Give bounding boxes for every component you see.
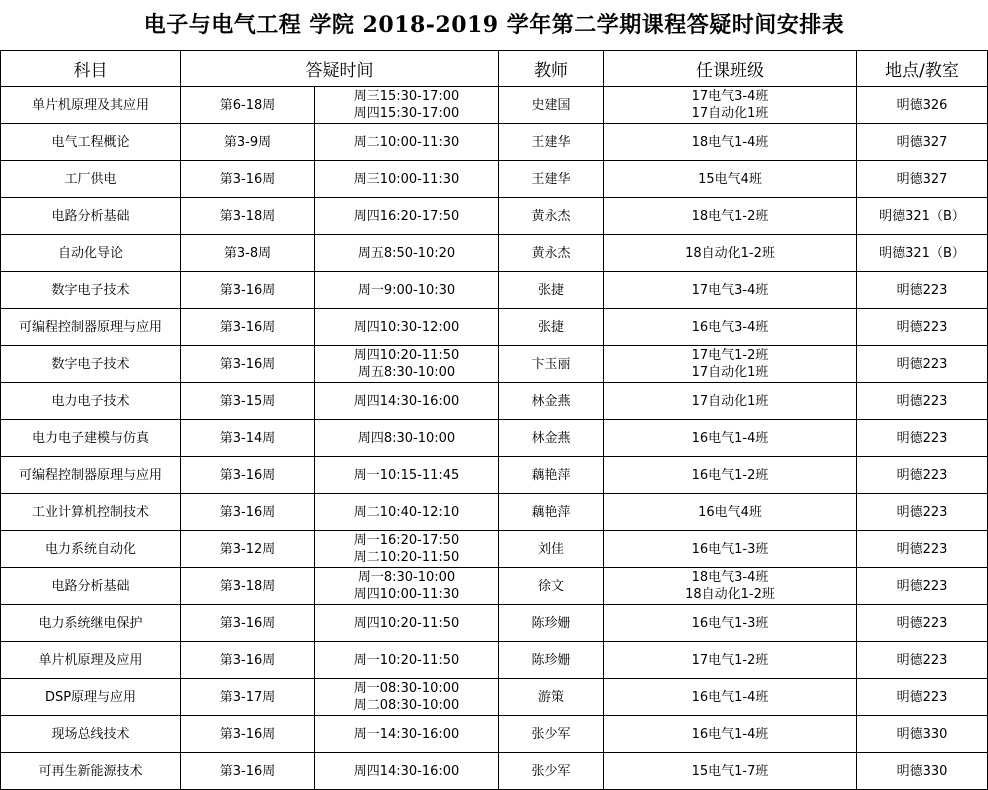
cell-weeks: 第3-8周	[181, 235, 315, 272]
cell-teacher: 徐文	[499, 568, 604, 605]
cell-weeks: 第3-17周	[181, 679, 315, 716]
cell-time	[315, 87, 499, 124]
cell-class	[604, 420, 857, 457]
cell-time	[315, 235, 499, 272]
cell-subject: 电力电子建模与仿真	[1, 420, 181, 457]
cell-weeks: 第3-18周	[181, 568, 315, 605]
header-row	[1, 51, 988, 87]
table-row	[1, 642, 988, 679]
cell-class	[604, 198, 857, 235]
cell-subject: 自动化导论	[1, 235, 181, 272]
table-row	[1, 198, 988, 235]
cell-teacher: 刘佳	[499, 531, 604, 568]
table-row	[1, 346, 988, 383]
cell-time-line: 周四10:20-11:50	[353, 615, 460, 631]
cell-class-line: 16电气3-4班	[691, 319, 769, 335]
cell-teacher: 张捷	[499, 309, 604, 346]
cell-time	[315, 420, 499, 457]
cell-time-line: 周四16:20-17:50	[353, 208, 460, 224]
cell-time-line: 周二08:30-10:00	[353, 698, 460, 713]
cell-room: 明德223	[857, 568, 988, 605]
cell-class-line: 18电气1-4班	[691, 134, 769, 150]
table-row	[1, 161, 988, 198]
cell-weeks: 第3-16周	[181, 457, 315, 494]
cell-time-line: 周四10:00-11:30	[353, 587, 460, 602]
cell-class-line: 15电气1-7班	[691, 763, 769, 779]
cell-room: 明德223	[857, 494, 988, 531]
table-row	[1, 235, 988, 272]
cell-room: 明德223	[857, 309, 988, 346]
cell-time	[315, 753, 499, 790]
cell-room: 明德223	[857, 457, 988, 494]
cell-weeks: 第3-14周	[181, 420, 315, 457]
table-row	[1, 457, 988, 494]
cell-class-line: 17自动化1班	[691, 365, 769, 380]
table-row	[1, 309, 988, 346]
cell-teacher: 林金燕	[499, 420, 604, 457]
cell-time	[315, 124, 499, 161]
cell-class	[604, 87, 857, 124]
cell-teacher: 黄永杰	[499, 235, 604, 272]
table-row	[1, 568, 988, 605]
cell-time-line: 周四14:30-16:00	[353, 393, 460, 409]
cell-subject: 电路分析基础	[1, 568, 181, 605]
cell-subject: 电力系统自动化	[1, 531, 181, 568]
cell-time-line: 周四8:30-10:00	[357, 430, 456, 446]
cell-class	[604, 716, 857, 753]
cell-subject: 现场总线技术	[1, 716, 181, 753]
cell-class-line: 16电气1-3班	[691, 541, 769, 557]
cell-time-line: 周四10:20-11:50	[353, 348, 460, 363]
cell-room: 明德326	[857, 87, 988, 124]
cell-subject: 可再生新能源技术	[1, 753, 181, 790]
cell-class-line: 17自动化1班	[691, 393, 769, 409]
cell-teacher: 藕艳萍	[499, 494, 604, 531]
cell-teacher: 张捷	[499, 272, 604, 309]
cell-time-line: 周一10:15-11:45	[353, 467, 460, 483]
schedule-table	[0, 50, 988, 790]
cell-class	[604, 642, 857, 679]
table-row	[1, 605, 988, 642]
table-row	[1, 531, 988, 568]
cell-class	[604, 124, 857, 161]
cell-time-line: 周二10:40-12:10	[353, 504, 460, 520]
cell-room: 明德223	[857, 272, 988, 309]
cell-subject: 电力系统继电保护	[1, 605, 181, 642]
cell-subject: 可编程控制器原理与应用	[1, 309, 181, 346]
cell-room: 明德223	[857, 531, 988, 568]
cell-class-line: 16电气1-4班	[691, 726, 769, 742]
cell-weeks: 第3-9周	[181, 124, 315, 161]
cell-subject: 单片机原理及其应用	[1, 87, 181, 124]
cell-room: 明德223	[857, 383, 988, 420]
cell-subject: DSP原理与应用	[1, 679, 181, 716]
cell-class	[604, 494, 857, 531]
cell-weeks: 第3-16周	[181, 605, 315, 642]
cell-class-line: 15电气4班	[698, 171, 762, 187]
cell-time-line: 周一08:30-10:00	[353, 681, 460, 696]
cell-weeks: 第3-16周	[181, 642, 315, 679]
cell-class-line: 18电气3-4班	[691, 570, 769, 585]
table-row	[1, 272, 988, 309]
table-row	[1, 383, 988, 420]
cell-teacher: 林金燕	[499, 383, 604, 420]
cell-room: 明德223	[857, 605, 988, 642]
cell-class-line: 16电气4班	[698, 504, 762, 520]
cell-class	[604, 346, 857, 383]
table-row	[1, 124, 988, 161]
page-title: 电子与电气工程 学院 2018-2019 学年第二学期课程答疑时间安排表	[143, 12, 845, 38]
cell-teacher: 黄永杰	[499, 198, 604, 235]
cell-class	[604, 235, 857, 272]
cell-time	[315, 642, 499, 679]
cell-time	[315, 531, 499, 568]
cell-weeks: 第3-16周	[181, 309, 315, 346]
cell-teacher: 陈珍姗	[499, 605, 604, 642]
cell-time	[315, 346, 499, 383]
cell-class-line: 16电气1-4班	[691, 430, 769, 446]
cell-room: 明德321（B）	[857, 235, 988, 272]
cell-weeks: 第3-15周	[181, 383, 315, 420]
cell-class-line: 18自动化1-2班	[685, 587, 775, 602]
cell-time-line: 周四15:30-17:00	[353, 106, 460, 121]
cell-class	[604, 531, 857, 568]
table-row	[1, 716, 988, 753]
cell-room: 明德327	[857, 124, 988, 161]
cell-time-line: 周一8:30-10:00	[357, 570, 456, 585]
cell-subject: 数字电子技术	[1, 272, 181, 309]
cell-time-line: 周一14:30-16:00	[353, 726, 460, 742]
cell-class	[604, 161, 857, 198]
cell-subject: 电力电子技术	[1, 383, 181, 420]
cell-class-line: 16电气1-4班	[691, 689, 769, 705]
cell-subject: 可编程控制器原理与应用	[1, 457, 181, 494]
cell-time-line: 周一16:20-17:50	[353, 533, 460, 548]
table-row	[1, 87, 988, 124]
cell-teacher: 藕艳萍	[499, 457, 604, 494]
table-body	[1, 87, 988, 790]
cell-class	[604, 457, 857, 494]
header-teacher: 教师	[499, 51, 604, 87]
cell-time-line: 周二10:20-11:50	[353, 550, 460, 565]
cell-time-line: 周五8:50-10:20	[357, 245, 456, 261]
cell-room: 明德330	[857, 753, 988, 790]
cell-weeks: 第6-18周	[181, 87, 315, 124]
cell-class	[604, 679, 857, 716]
table-row	[1, 679, 988, 716]
cell-class	[604, 605, 857, 642]
cell-time-line: 周一9:00-10:30	[357, 282, 456, 298]
cell-class-line: 18自动化1-2班	[685, 245, 775, 261]
cell-class-line: 17电气3-4班	[691, 89, 769, 104]
cell-weeks: 第3-16周	[181, 161, 315, 198]
cell-time	[315, 198, 499, 235]
cell-subject: 单片机原理及应用	[1, 642, 181, 679]
cell-teacher: 游策	[499, 679, 604, 716]
cell-subject: 电路分析基础	[1, 198, 181, 235]
cell-teacher: 王建华	[499, 161, 604, 198]
cell-time-line: 周四10:30-12:00	[353, 319, 460, 335]
cell-teacher: 陈珍姗	[499, 642, 604, 679]
cell-time	[315, 383, 499, 420]
header-subject: 科目	[1, 51, 181, 87]
cell-time	[315, 309, 499, 346]
table-row	[1, 420, 988, 457]
header-qa-time: 答疑时间	[181, 51, 499, 87]
cell-class-line: 16电气1-3班	[691, 615, 769, 631]
cell-class-line: 17自动化1班	[691, 106, 769, 121]
cell-class	[604, 383, 857, 420]
cell-time-line: 周三10:00-11:30	[353, 171, 460, 187]
cell-room: 明德330	[857, 716, 988, 753]
cell-room: 明德327	[857, 161, 988, 198]
cell-subject: 电气工程概论	[1, 124, 181, 161]
cell-teacher: 张少军	[499, 753, 604, 790]
cell-time-line: 周四14:30-16:00	[353, 763, 460, 779]
cell-class-line: 17电气1-2班	[691, 652, 769, 668]
cell-teacher: 张少军	[499, 716, 604, 753]
header-room: 地点/教室	[857, 51, 988, 87]
cell-weeks: 第3-16周	[181, 494, 315, 531]
cell-weeks: 第3-12周	[181, 531, 315, 568]
cell-time	[315, 568, 499, 605]
cell-weeks: 第3-18周	[181, 198, 315, 235]
cell-time-line: 周一10:20-11:50	[353, 652, 460, 668]
table-row	[1, 494, 988, 531]
cell-weeks: 第3-16周	[181, 272, 315, 309]
cell-time	[315, 716, 499, 753]
cell-class	[604, 568, 857, 605]
cell-time	[315, 272, 499, 309]
cell-weeks: 第3-16周	[181, 346, 315, 383]
cell-subject: 数字电子技术	[1, 346, 181, 383]
cell-class	[604, 753, 857, 790]
cell-class	[604, 309, 857, 346]
cell-weeks: 第3-16周	[181, 716, 315, 753]
cell-time-line: 周五8:30-10:00	[357, 365, 456, 380]
table-row	[1, 753, 988, 790]
cell-class	[604, 272, 857, 309]
cell-class-line: 16电气1-2班	[691, 467, 769, 483]
cell-subject: 工厂供电	[1, 161, 181, 198]
cell-class-line: 18电气1-2班	[691, 208, 769, 224]
cell-time	[315, 494, 499, 531]
cell-time	[315, 679, 499, 716]
cell-room: 明德223	[857, 679, 988, 716]
cell-time	[315, 457, 499, 494]
cell-teacher: 史建国	[499, 87, 604, 124]
cell-class-line: 17电气3-4班	[691, 282, 769, 298]
cell-teacher: 王建华	[499, 124, 604, 161]
cell-time-line: 周三15:30-17:00	[353, 89, 460, 104]
cell-time	[315, 605, 499, 642]
cell-room: 明德321（B）	[857, 198, 988, 235]
cell-class-line: 17电气1-2班	[691, 348, 769, 363]
cell-time-line: 周二10:00-11:30	[353, 134, 460, 150]
header-class: 任课班级	[604, 51, 857, 87]
cell-weeks: 第3-16周	[181, 753, 315, 790]
cell-room: 明德223	[857, 420, 988, 457]
cell-subject: 工业计算机控制技术	[1, 494, 181, 531]
cell-room: 明德223	[857, 346, 988, 383]
cell-time	[315, 161, 499, 198]
cell-room: 明德223	[857, 642, 988, 679]
cell-teacher: 卞玉丽	[499, 346, 604, 383]
